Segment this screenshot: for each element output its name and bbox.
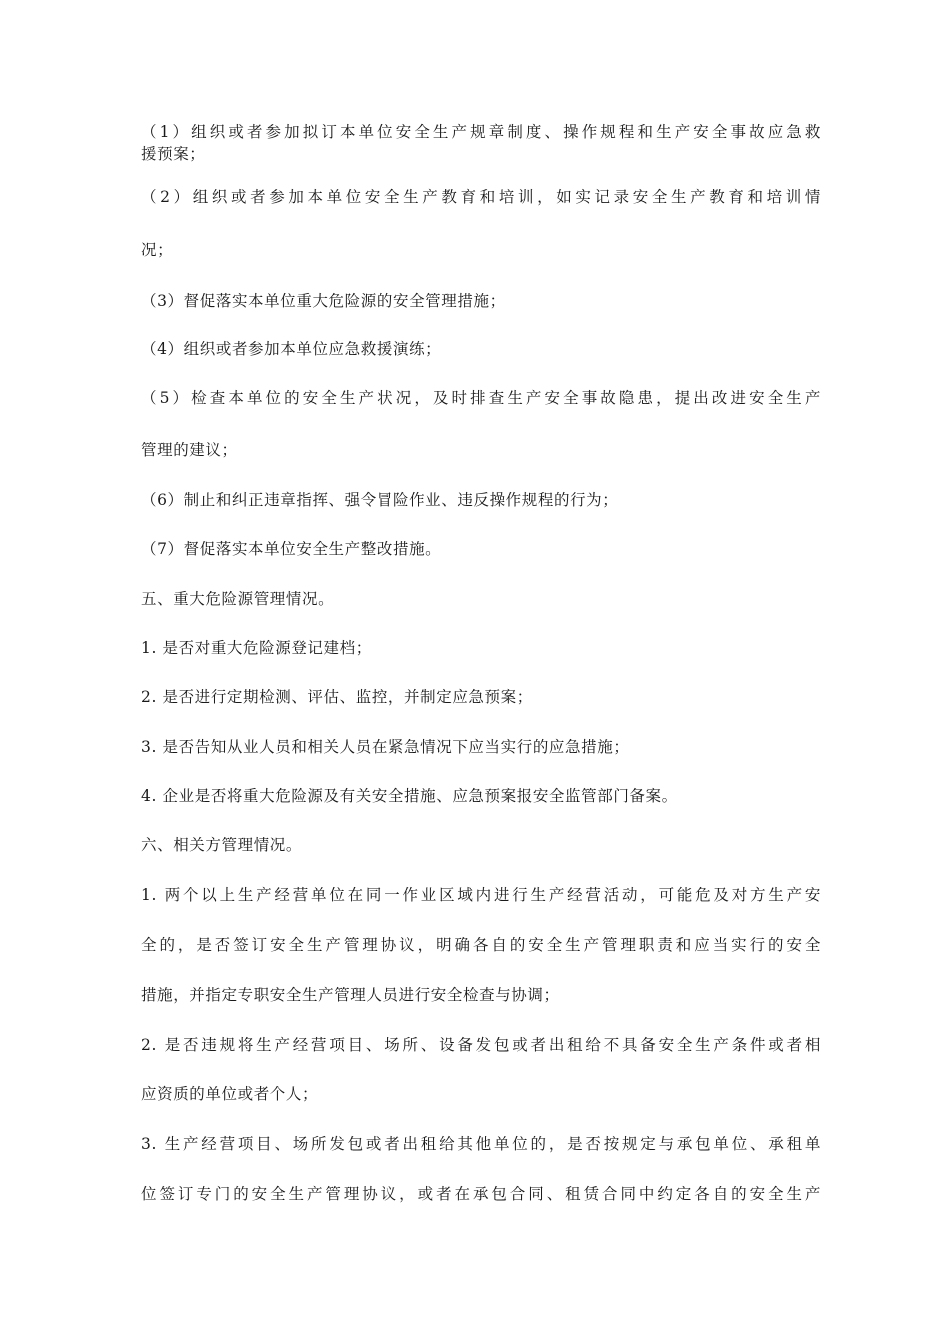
section-heading: 六、相关方管理情况。 bbox=[141, 836, 303, 854]
text-line: 3. 生产经营项目、场所发包或者出租给其他单位的，是否按规定与承包单位、承租单 bbox=[141, 1135, 821, 1153]
text-line: 2. 是否进行定期检测、评估、监控，并制定应急预案； bbox=[141, 688, 533, 706]
section-heading: 五、重大危险源管理情况。 bbox=[141, 590, 335, 608]
text-line: 1. 两个以上生产经营单位在同一作业区域内进行生产经营活动，可能危及对方生产安 bbox=[141, 886, 821, 904]
text-line: 援预案； bbox=[141, 145, 206, 163]
text-line: （6）制止和纠正违章指挥、强令冒险作业、违反操作规程的行为； bbox=[141, 491, 619, 509]
text-line: 应资质的单位或者个人； bbox=[141, 1085, 319, 1103]
text-line: （2）组织或者参加本单位安全生产教育和培训，如实记录安全生产教育和培训情 bbox=[141, 188, 821, 206]
text-line: 4. 企业是否将重大危险源及有关安全措施、应急预案报安全监管部门备案。 bbox=[141, 787, 678, 805]
text-line: 2. 是否违规将生产经营项目、场所、设备发包或者出租给不具备安全生产条件或者相 bbox=[141, 1036, 821, 1054]
text-line: （7）督促落实本单位安全生产整改措施。 bbox=[141, 540, 442, 558]
text-line: （5）检查本单位的安全生产状况，及时排查生产安全事故隐患，提出改进安全生产 bbox=[141, 389, 821, 407]
text-line: 1. 是否对重大危险源登记建档； bbox=[141, 639, 372, 657]
text-line: （4）组织或者参加本单位应急救援演练； bbox=[141, 340, 442, 358]
text-line: 措施，并指定专职安全生产管理人员进行安全检查与协调； bbox=[141, 986, 560, 1004]
text-line: 位签订专门的安全生产管理协议，或者在承包合同、租赁合同中约定各自的安全生产 bbox=[141, 1185, 821, 1203]
text-line: 3. 是否告知从业人员和相关人员在紧急情况下应当实行的应急措施； bbox=[141, 738, 630, 756]
text-line: （1）组织或者参加拟订本单位安全生产规章制度、操作规程和生产安全事故应急救 bbox=[141, 123, 821, 141]
text-line: 管理的建议； bbox=[141, 441, 238, 459]
text-line: 况； bbox=[141, 241, 174, 259]
text-line: 全的，是否签订安全生产管理协议，明确各自的安全生产管理职责和应当实行的安全 bbox=[141, 936, 821, 954]
text-line: （3）督促落实本单位重大危险源的安全管理措施； bbox=[141, 292, 506, 310]
